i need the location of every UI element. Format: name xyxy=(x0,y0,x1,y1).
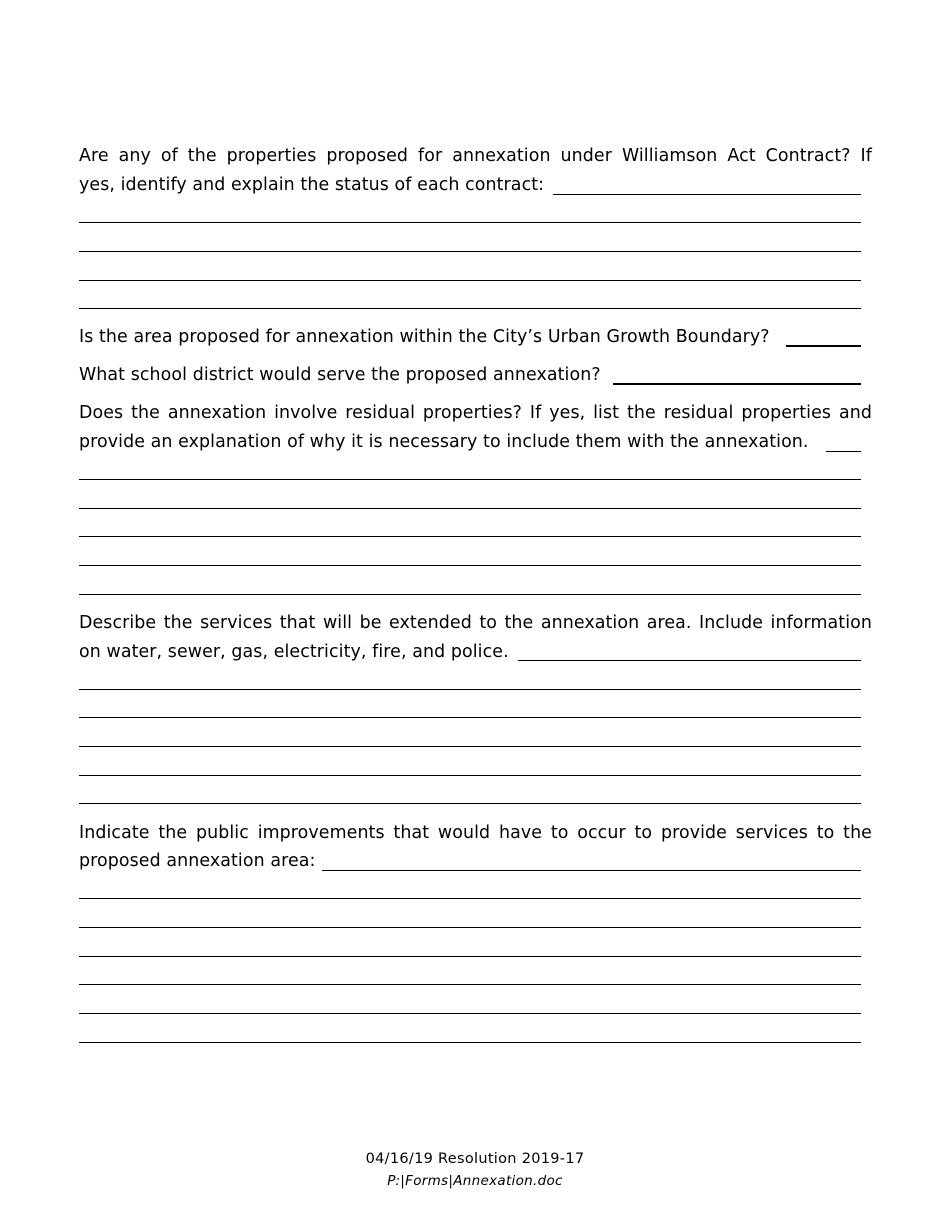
williamson-answer-line[interactable] xyxy=(79,251,861,252)
school-district-question: What school district would serve the proposed annexation? xyxy=(79,365,601,385)
residual-answer-blank[interactable] xyxy=(826,451,861,452)
improvements-answer-line[interactable] xyxy=(79,898,861,899)
services-answer-line[interactable] xyxy=(79,689,861,690)
residual-answer-line[interactable] xyxy=(79,594,861,595)
improvements-question-line-2: proposed annexation area: xyxy=(79,851,316,871)
residual-answer-line[interactable] xyxy=(79,508,861,509)
williamson-question-line-1: Are any of the properties proposed for annexation under Williamson Act Contract? If xyxy=(79,146,872,166)
improvements-answer-line[interactable] xyxy=(79,984,861,985)
services-answer-line[interactable] xyxy=(79,746,861,747)
improvements-answer-line[interactable] xyxy=(79,1013,861,1014)
williamson-answer-blank[interactable] xyxy=(553,194,861,195)
williamson-answer-line[interactable] xyxy=(79,222,861,223)
services-question-line-1: Describe the services that will be extended to the annexation area. Include information xyxy=(79,613,872,633)
residual-answer-line[interactable] xyxy=(79,565,861,566)
urban-growth-question: Is the area proposed for annexation within the City’s Urban Growth Boundary? xyxy=(79,327,770,347)
improvements-answer-line[interactable] xyxy=(79,956,861,957)
improvements-answer-line[interactable] xyxy=(79,1042,861,1043)
services-answer-line[interactable] xyxy=(79,775,861,776)
services-answer-blank[interactable] xyxy=(518,660,861,661)
school-district-answer-blank[interactable] xyxy=(613,383,861,385)
footer-resolution: 04/16/19 Resolution 2019-17 xyxy=(365,1151,585,1167)
services-answer-line[interactable] xyxy=(79,717,861,718)
williamson-answer-line[interactable] xyxy=(79,308,861,309)
urban-growth-answer-blank[interactable] xyxy=(786,345,861,347)
improvements-question-line-1: Indicate the public improvements that would have to occur to provide services to the xyxy=(79,823,872,843)
williamson-question-line-2: yes, identify and explain the status of each contract: xyxy=(79,175,545,195)
services-answer-line[interactable] xyxy=(79,803,861,804)
residual-question-line-2: provide an explanation of why it is necessary to include them with the annexation. xyxy=(79,432,809,452)
williamson-answer-line[interactable] xyxy=(79,280,861,281)
footer-file-path: P:|Forms|Annexation.doc xyxy=(387,1173,563,1189)
services-question-line-2: on water, sewer, gas, electricity, fire, and police. xyxy=(79,642,509,662)
residual-answer-line[interactable] xyxy=(79,536,861,537)
improvements-answer-line[interactable] xyxy=(79,927,861,928)
residual-answer-line[interactable] xyxy=(79,479,861,480)
improvements-answer-blank[interactable] xyxy=(322,870,861,871)
residual-question-line-1: Does the annexation involve residual properties? If yes, list the residual properties and xyxy=(79,403,872,423)
